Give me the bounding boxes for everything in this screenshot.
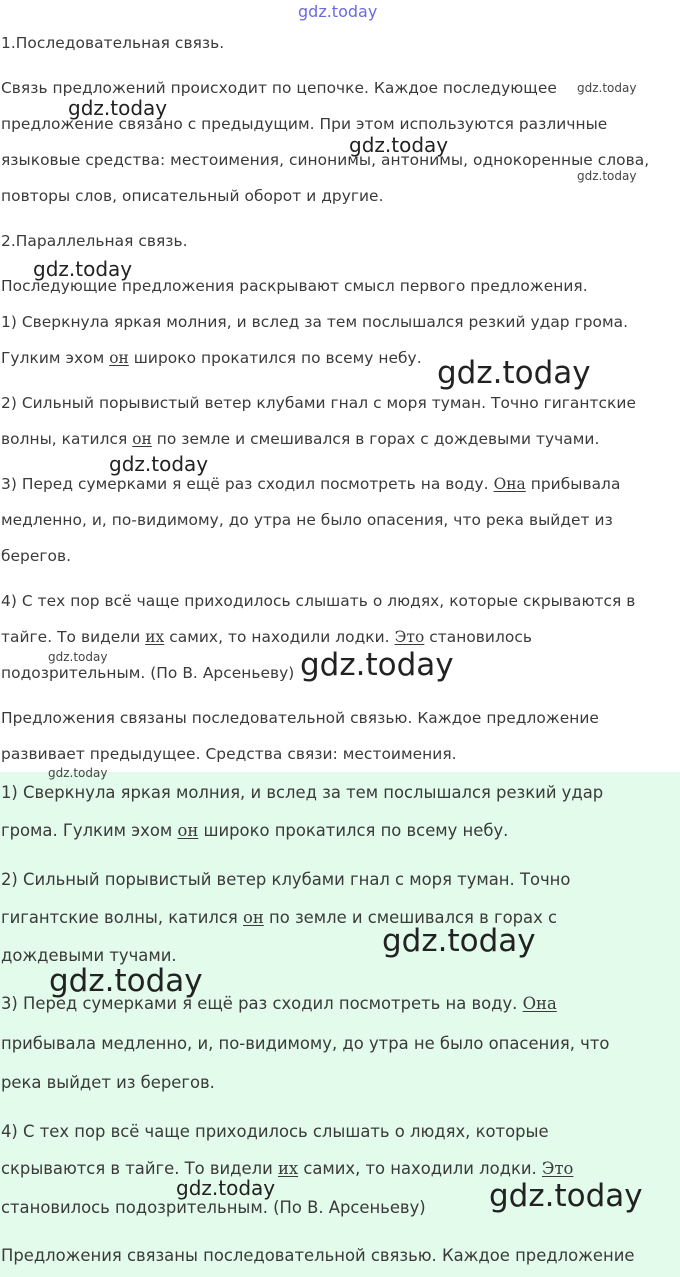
watermark: gdz.today [109,452,209,476]
text-line: гигантские волны, катился он по земле и смешивался в горах с [1,908,558,927]
text-line: Гулким эхом он широко прокатился по всему небу. [1,349,422,367]
text-line: Предложения связаны последовательной связью. Каждое предложение [1,709,599,727]
watermark: gdz.today [48,650,108,664]
pronoun-highlight: он [177,821,199,840]
watermark: gdz.today [577,81,637,95]
pronoun-highlight: Это [541,1159,574,1178]
text-line: Связь предложений происходит по цепочке. Каждое последующее [1,79,557,97]
pronoun-highlight: их [277,1159,299,1178]
text-line: повторы слов, описательный оборот и другие. [1,187,384,205]
watermark: gdz.today [176,1176,276,1200]
pronoun-highlight: Это [394,628,425,646]
pronoun-highlight: он [109,349,129,367]
text-line: 3) Перед сумерками я ещё раз сходил посмотреть на воду. Она прибывала [1,475,621,493]
text-line: Последующие предложения раскрывают смысл первого предложения. [1,277,588,295]
text-line: Предложения связаны последовательной связью. Каждое предложение [1,1246,635,1265]
text-line: становилось подозрительным. (По В. Арсеньеву) [1,1198,426,1217]
text-line: прибывала медленно, и, по-видимому, до утра не было опасения, что [1,1034,610,1053]
pronoun-highlight: он [243,908,264,927]
text-line: 1) Сверкнула яркая молния, и вслед за тем послышался резкий удар грома. [1,313,629,331]
watermark: gdz.today [437,355,591,391]
watermark: gdz.today [489,1178,643,1214]
watermark: gdz.today [349,133,449,157]
text-line: развивает предыдущее. Средства связи: местоимения. [1,745,457,763]
text-line: река выйдет из берегов. [1,1073,215,1092]
pronoun-highlight: Она [522,994,557,1013]
text-line: дождевыми тучами. [1,946,177,965]
text-line: 2) Сильный порывистый ветер клубами гнал с моря туман. Точно гигантские [1,394,636,412]
pronoun-highlight: он [132,430,152,448]
watermark: gdz.today [577,169,637,183]
watermark: gdz.today [49,963,203,999]
text-line: 4) С тех пор всё чаще приходилось слышать о людях, которые [1,1122,549,1141]
text-line: 2.Параллельная связь. [1,232,188,250]
text-line: подозрительным. (По В. Арсеньеву) [1,664,295,682]
watermark: gdz.today [48,766,108,780]
text-line: 2) Сильный порывистый ветер клубами гнал с моря туман. Точно [1,870,571,889]
text-line: берегов. [1,547,72,565]
text-line: языковые средства: местоимения, синонимы, антонимы, однокоренные слова, [1,151,650,169]
text-line: предложение связано с предыдущим. При этом используются различные [1,115,608,133]
text-line: волны, катился он по земле и смешивался в горах с дождевыми тучами. [1,430,600,448]
watermark: gdz.today [68,96,168,120]
watermark-top: gdz.today [298,2,378,21]
text-line: тайге. То видели их самих, то находили лодки. Это становилось [1,628,532,646]
text-line: 1) Сверкнула яркая молния, и вслед за тем послышался резкий удар [1,783,604,802]
watermark: gdz.today [33,257,133,281]
text-line: скрываются в тайге. То видели их самих, то находили лодки. Это [1,1159,574,1178]
text-line: грома. Гулким эхом он широко прокатился по всему небу. [1,821,509,840]
text-line: медленно, и, по-видимому, до утра не было опасения, что река выйдет из [1,511,613,529]
watermark: gdz.today [300,647,454,683]
text-line: 3) Перед сумерками я ещё раз сходил посмотреть на воду. Она [1,994,557,1013]
pronoun-highlight: Она [493,475,526,493]
text-line: 1.Последовательная связь. [1,34,225,52]
watermark: gdz.today [382,923,536,959]
text-line: 4) С тех пор всё чаще приходилось слышать о людях, которые скрываются в [1,592,636,610]
pronoun-highlight: их [145,628,165,646]
